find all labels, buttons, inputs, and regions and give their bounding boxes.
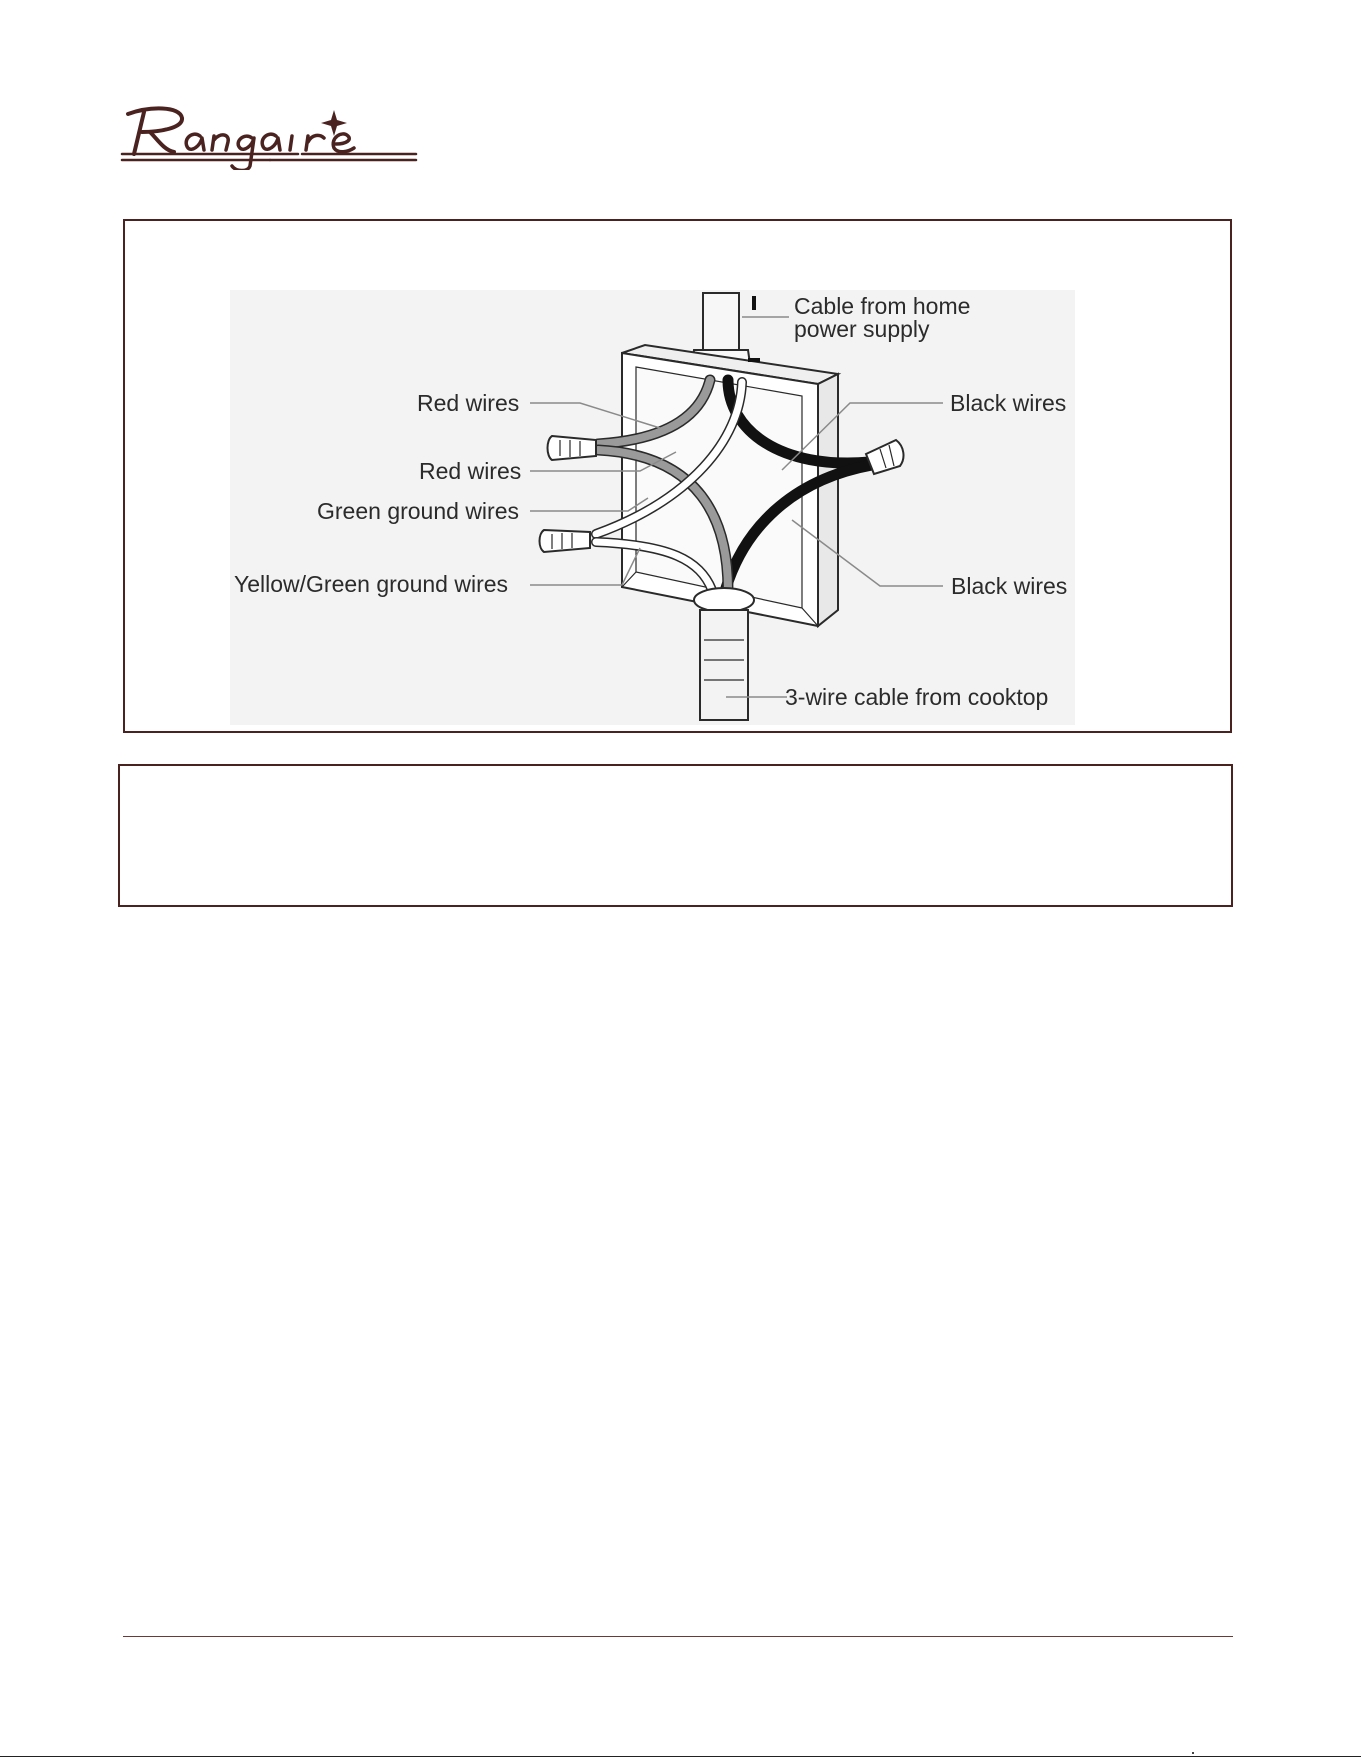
label-cable-from-home: Cable from home [794, 293, 971, 319]
label-3-wire-cable: 3-wire cable from cooktop [785, 684, 1049, 710]
label-green-ground-wires: Green ground wires [317, 498, 519, 524]
label-yellow-green-ground-wires: Yellow/Green ground wires [234, 571, 509, 597]
label-red-wires-top: Red wires [417, 390, 520, 416]
wire-nut-black [866, 440, 903, 474]
label-black-wires-bottom: Black wires [951, 573, 1068, 599]
note-box [118, 764, 1233, 907]
page-corner-mark [1192, 1752, 1194, 1754]
cooktop-cable [694, 588, 754, 720]
label-red-wires-middle: Red wires [419, 458, 522, 484]
page-bottom-edge [0, 1756, 1361, 1757]
wire-nut-ground [540, 530, 591, 552]
footer-divider [123, 1636, 1233, 1637]
cable-marker [748, 296, 760, 360]
label-black-wires-top: Black wires [950, 390, 1067, 416]
label-power-supply: power supply [794, 316, 930, 342]
wire-nut-red [548, 436, 597, 460]
